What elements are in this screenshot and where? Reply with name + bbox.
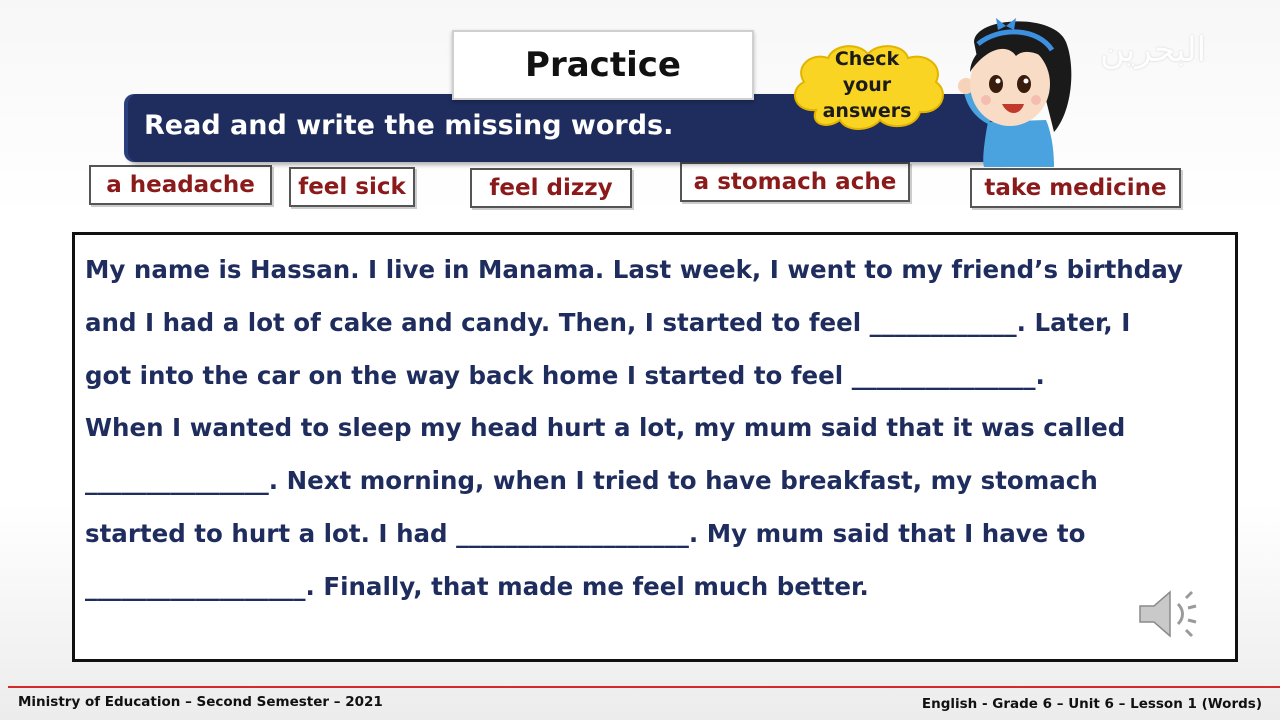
passage-line: When I wanted to sleep my head hurt a lot, my mum said that it was called bbox=[85, 413, 1126, 442]
passage-line: My name is Hassan. I live in Manama. Last week, I went to my friend’s birthday bbox=[85, 255, 1184, 284]
footer-right-text: English - Grade 6 – Unit 6 – Lesson 1 (Words) bbox=[921, 696, 1262, 712]
footer-divider bbox=[8, 686, 1280, 688]
speaker-icon[interactable] bbox=[1136, 584, 1202, 644]
word-bank-item[interactable]: feel sick bbox=[289, 167, 415, 207]
check-answers-button[interactable] bbox=[786, 40, 948, 132]
passage-box bbox=[72, 232, 1238, 662]
slide-title: Practice bbox=[452, 30, 754, 100]
word-bank-item[interactable]: take medicine bbox=[970, 168, 1181, 208]
girl-character-icon bbox=[944, 12, 1082, 167]
instruction-text: Read and write the missing words. bbox=[144, 110, 674, 141]
passage-line: got into the car on the way back home I started to feel _______________. bbox=[85, 361, 1045, 390]
passage-line: __________________. Finally, that made me feel much better. bbox=[85, 572, 869, 601]
word-bank-item[interactable]: feel dizzy bbox=[470, 168, 632, 208]
check-answers-line-2: your bbox=[842, 74, 892, 96]
word-bank-item[interactable]: a headache bbox=[89, 165, 272, 205]
footer-left-text: Ministry of Education – Second Semester – 2021 bbox=[18, 694, 383, 710]
check-answers-line-1: Check bbox=[834, 48, 900, 70]
passage-line: started to hurt a lot. I had ___________________. My mum said that I have to bbox=[85, 519, 1086, 548]
ministry-logo: البحرين bbox=[1100, 30, 1207, 70]
word-bank-item[interactable]: a stomach ache bbox=[680, 162, 910, 202]
passage-line: _______________. Next morning, when I tried to have breakfast, my stomach bbox=[85, 466, 1098, 495]
passage-line: and I had a lot of cake and candy. Then, I started to feel ____________. Later, I bbox=[85, 308, 1131, 337]
check-answers-line-3: answers bbox=[822, 100, 912, 122]
